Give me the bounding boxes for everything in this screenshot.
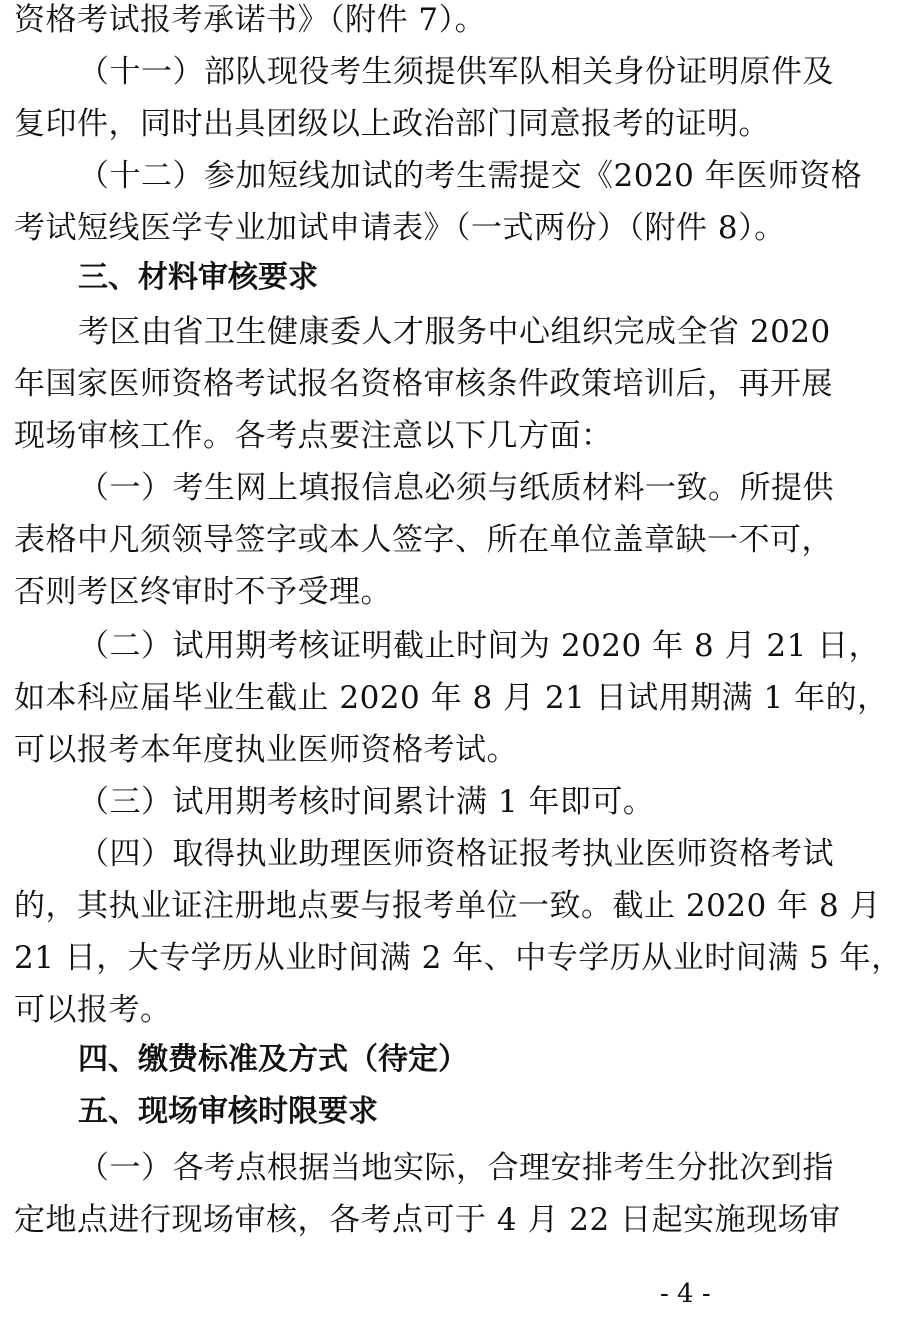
text-line: 考试短线医学专业加试申请表》（一式两份）（附件 8）。 bbox=[14, 210, 786, 246]
text-line: （一）各考点根据当地实际，合理安排考生分批次到指 bbox=[78, 1150, 834, 1186]
text-line: （一）考生网上填报信息必须与纸质材料一致。所提供 bbox=[78, 470, 834, 506]
text-line: （十二）参加短线加试的考生需提交《2020 年医师资格 bbox=[78, 158, 863, 194]
text-line: 年国家医师资格考试报名资格审核条件政策培训后，再开展 bbox=[14, 366, 833, 402]
text-line: 21 日，大专学历从业时间满 2 年、中专学历从业时间满 5 年， bbox=[14, 940, 903, 976]
page-number: - 4 - bbox=[660, 1279, 711, 1309]
text-line: （十一）部队现役考生须提供军队相关身份证明原件及 bbox=[78, 54, 834, 90]
text-line: 现场审核工作。各考点要注意以下几方面： bbox=[14, 418, 613, 454]
section-heading: 三、材料审核要求 bbox=[78, 260, 318, 295]
text-line: （二）试用期考核证明截止时间为 2020 年 8 月 21 日， bbox=[78, 628, 881, 664]
text-line: 复印件，同时出具团级以上政治部门同意报考的证明。 bbox=[14, 106, 770, 142]
text-line: 可以报考本年度执业医师资格考试。 bbox=[14, 732, 518, 768]
text-line: 资格考试报考承诺书》（附件 7）。 bbox=[14, 2, 487, 38]
text-line: 定地点进行现场审核，各考点可于 4 月 22 日起实施现场审 bbox=[14, 1202, 841, 1238]
text-line: （三）试用期考核时间累计满 1 年即可。 bbox=[78, 784, 655, 820]
text-line: 的，其执业证注册地点要与报考单位一致。截止 2020 年 8 月 bbox=[14, 888, 882, 924]
text-line: 表格中凡须领导签字或本人签字、所在单位盖章缺一不可， bbox=[14, 522, 833, 558]
text-line: 可以报考。 bbox=[14, 992, 172, 1028]
text-line: （四）取得执业助理医师资格证报考执业医师资格考试 bbox=[78, 836, 834, 872]
text-line: 否则考区终审时不予受理。 bbox=[14, 574, 392, 610]
text-line: 如本科应届毕业生截止 2020 年 8 月 21 日试用期满 1 年的， bbox=[14, 680, 889, 716]
text-line: 考区由省卫生健康委人才服务中心组织完成全省 2020 bbox=[78, 314, 831, 350]
section-heading: 四、缴费标准及方式（待定） bbox=[78, 1042, 468, 1077]
section-heading: 五、现场审核时限要求 bbox=[78, 1094, 378, 1129]
